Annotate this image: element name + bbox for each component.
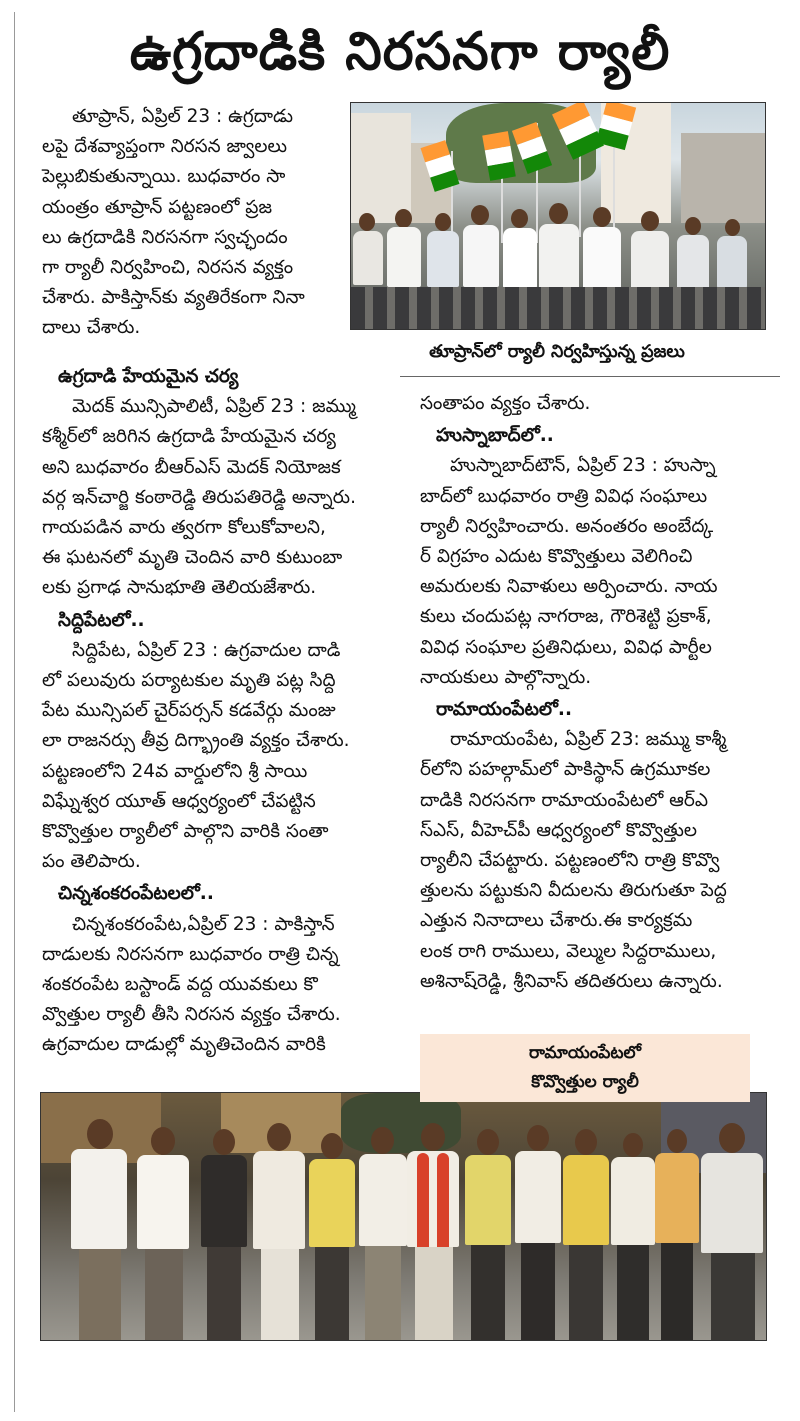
body-line: ర్ విగ్రహం ఎదుట కొవ్వొత్తులు వెలిగించి: [420, 546, 693, 568]
body-line: దాడికి నిరసనగా రామాయంపేటలో ఆర్ఎ: [420, 789, 709, 811]
body-line: ర్యాలీని చేపట్టారు. పట్టణంలోని రాత్రి కొవ్వొ: [420, 850, 720, 872]
body-line: పం తెలిపారు.: [42, 851, 141, 873]
intro-line: పెల్లుబికుతున్నాయి. బుధవారం సా: [42, 166, 286, 188]
body-line: సిద్దిపేట, ఏప్రిల్ 23 : ఉగ్రవాదుల దాడి: [72, 639, 341, 661]
body-line: ర్‌లోని పహల్గామ్‌లో పాకిస్థాన్ ఉగ్రమూకల: [420, 759, 711, 781]
body-line: స్ఎస్, వీహెచ్‌పీ ఆధ్వర్యంలో కొవ్వొత్తుల: [420, 819, 698, 841]
body-line: శంకరంపేట బస్టాండ్ వద్ద యువకులు కొ: [42, 974, 318, 996]
body-line: రామాయంపేట, ఏప్రిల్ 23: జమ్ము కాశ్మీ: [450, 729, 727, 751]
intro-line: దాలు చేశారు.: [42, 317, 141, 339]
intro-line: తూప్రాన్, ఏప్రిల్ 23 : ఉగ్రదాడు: [72, 106, 294, 127]
body-line: లో పలువురు పర్యాటకుల మృతి పట్ల సిద్ది: [42, 670, 336, 692]
body-line: ర్యాలీ నిర్వహించారు. అనంతరం అంబేద్క: [420, 515, 714, 537]
headline: ఉగ్రదాడికి నిరసనగా ర్యాలీ: [129, 22, 671, 82]
section-heading: చిన్నశంకరంపేటలలో..: [58, 883, 214, 905]
intro-paragraph: [42, 102, 342, 344]
right-column: [420, 389, 765, 997]
crowd: [351, 203, 765, 329]
section-heading: సిద్దిపేటలో..: [58, 609, 145, 631]
body-line: కులు చందుపట్ల నాగరాజ, గౌరిశెట్టి ప్రకాశ్,: [420, 606, 712, 628]
intro-line: గా ర్యాలీ నిర్వహించి, నిరసన వ్యక్తం: [42, 257, 294, 279]
intro-line: చేశారు. పాకిస్తాన్‌కు వ్యతిరేకంగా నినా: [42, 287, 305, 309]
body-line: సంతాపం వ్యక్తం చేశారు.: [420, 393, 591, 414]
intro-line: లపై దేశవ్యాప్తంగా నిరసన జ్వాలలు: [42, 136, 287, 158]
body-line: వ్వొత్తుల ర్యాలీ తీసి నిరసన వ్యక్తం చేశారు.: [42, 1004, 341, 1026]
body-line: అని బుధవారం బీఆర్ఎస్ మెదక్ నియోజక: [42, 456, 341, 478]
body-line: లంక రాగి రాములు, వెల్ముల సిద్దరాములు,: [420, 940, 717, 962]
caption-line: కొవ్వొత్తుల ర్యాలీ: [531, 1072, 639, 1092]
body-line: ఉగ్రవాదుల దాడుల్లో మృతిచెందిన వారికి: [42, 1034, 326, 1056]
caption-line: రామాయంపేటలో: [528, 1043, 642, 1063]
rally-photo-caption: తూప్రాన్‌లో ర్యాలీ నిర్వహిస్తున్న ప్రజలు: [429, 342, 685, 362]
body-line: అశినాష్‌రెడ్డి, శ్రీనివాస్ తదితరులు ఉన్నారు.: [420, 970, 723, 992]
body-line: అమరులకు నివాళులు అర్పించారు. నాయ: [420, 576, 718, 598]
body-line: హుస్నాబాద్‌టౌన్, ఏప్రిల్ 23 : హుస్నా: [450, 455, 716, 477]
body-line: ఎత్తున నినాదాలు చేశారు.ఈ కార్యక్రమ: [420, 910, 693, 932]
body-line: దాడులకు నిరసనగా బుధవారం రాత్రి చిన్న: [42, 943, 339, 965]
body-line: త్తులను పట్టుకుని వీదులను తిరుగుతూ పెద్ద: [420, 880, 727, 902]
body-line: కొవ్వొత్తుల ర్యాలీలో పాల్గొని వారికి సంతా: [42, 821, 329, 843]
rally-photo: [350, 102, 766, 330]
body-line: గాయపడిన వారు త్వరగా కోలుకోవాలని,: [42, 517, 326, 539]
crowd: [41, 1113, 766, 1340]
section-heading: ఉగ్రదాడి హేయమైన చర్య: [58, 366, 239, 387]
body-line: పేట మున్సిపల్ చైర్‌పర్సన్ కడవేర్గు మంజు: [42, 700, 336, 722]
body-line: చిన్నశంకరంపేట,ఏప్రిల్ 23 : పాకిస్తాన్: [72, 913, 335, 935]
body-line: వివిధ సంఘాల ప్రతినిధులు, వివిధ పార్టీల: [420, 636, 712, 658]
candle-rally-caption: [420, 1034, 750, 1102]
body-line: బాద్‌లో బుధవారం రాత్రి వివిధ సంఘాలు: [420, 485, 708, 507]
section-heading: హుస్నాబాద్‌లో..: [436, 425, 554, 447]
left-column: [42, 360, 392, 1061]
section-divider: [400, 376, 780, 377]
body-line: నాయకులు పాల్గొన్నారు.: [420, 666, 592, 688]
body-line: కశ్మీర్‌లో జరిగిన ఉగ్రదాడి హేయమైన చర్య: [42, 426, 336, 448]
section-heading: రామాయంపేటలో..: [436, 699, 572, 721]
body-line: వర్గ ఇన్‌చార్జి కంఠారెడ్డి తిరుపతిరెడ్డి అన్నారు.: [42, 486, 356, 508]
body-line: లా రాజనర్సు తీవ్ర దిగ్భ్రాంతి వ్యక్తం చేశారు.: [42, 730, 350, 752]
body-line: విఘ్నేశ్వర యూత్ ఆధ్వర్యంలో చేపట్టిన: [42, 790, 316, 812]
body-line: మెదక్ మున్సిపాలిటీ, ఏప్రిల్ 23 : జమ్ము: [72, 396, 356, 418]
body-line: ఈ ఘటనలో మృతి చెందిన వారి కుటుంబా: [42, 547, 343, 569]
candle-rally-photo: [40, 1092, 767, 1341]
intro-line: యంత్రం తూప్రాన్ పట్టణంలో ప్రజ: [42, 196, 272, 218]
body-line: పట్టణంలోని 24వ వార్డులోని శ్రీ సాయి: [42, 760, 308, 782]
intro-line: లు ఉగ్రదాడికి నిరసనగా స్వచ్ఛందం: [42, 226, 288, 248]
body-line: లకు ప్రగాఢ సానుభూతి తెలియజేశారు.: [42, 577, 317, 599]
